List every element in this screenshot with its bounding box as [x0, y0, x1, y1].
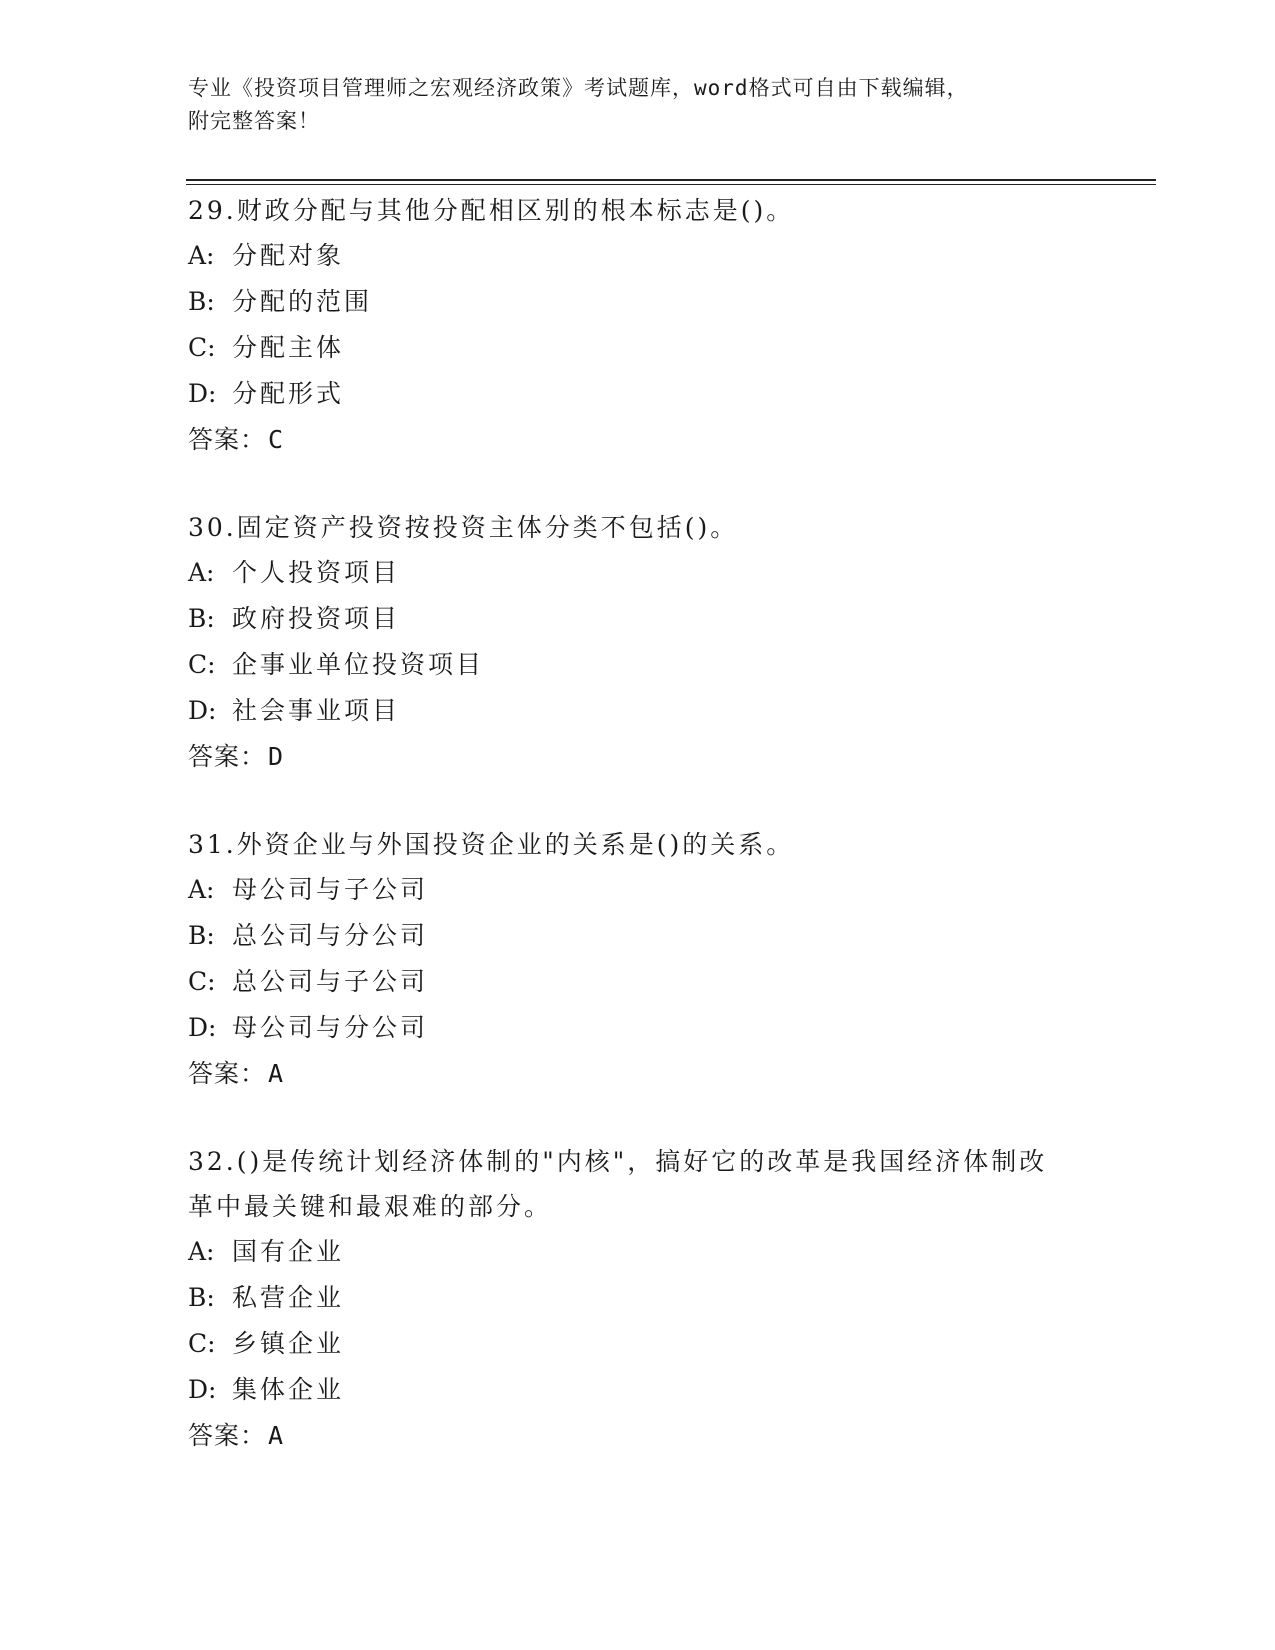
answer-label: 答案：: [188, 742, 267, 771]
question-30: [188, 505, 1088, 780]
option-text: 母公司与子公司: [232, 875, 429, 904]
answer-line: [188, 1051, 1088, 1097]
question-stem: 31.外资企业与外国投资企业的关系是()的关系。: [188, 830, 795, 859]
question-32: [188, 1139, 1088, 1459]
option-d: [188, 1005, 1088, 1051]
option-text: 社会事业项目: [232, 696, 401, 725]
answer-value: C: [268, 425, 284, 454]
answer-line: [188, 417, 1088, 463]
question-stem: 32.()是传统计划经济体制的"内核"，搞好它的改革是我国经济体制改革中最关键和最艰难的部分。: [188, 1147, 1048, 1221]
option-key: D:: [188, 1013, 217, 1042]
option-c: [188, 642, 1088, 688]
option-text: 母公司与分公司: [232, 1013, 429, 1042]
option-b: [188, 279, 1088, 325]
option-c: [188, 325, 1088, 371]
option-key: A:: [188, 875, 215, 904]
answer-line: [188, 1413, 1088, 1459]
option-d: [188, 688, 1088, 734]
option-text: 国有企业: [232, 1237, 345, 1266]
option-key: D:: [188, 1375, 217, 1404]
option-b: [188, 913, 1088, 959]
header-line-1: 专业《投资项目管理师之宏观经济政策》考试题库，word格式可自由下载编辑，: [188, 76, 969, 100]
answer-line: [188, 734, 1088, 780]
question-29: [188, 188, 1088, 463]
option-text: 总公司与分公司: [232, 921, 429, 950]
option-text: 私营企业: [232, 1283, 345, 1312]
question-list: [188, 188, 1088, 1501]
option-key: B:: [188, 921, 215, 950]
option-text: 分配的范围: [232, 287, 373, 316]
option-text: 分配对象: [232, 241, 345, 270]
answer-value: A: [268, 1421, 284, 1450]
option-text: 个人投资项目: [232, 558, 401, 587]
option-b: [188, 1275, 1088, 1321]
question-stem: 29.财政分配与其他分配相区别的根本标志是()。: [188, 196, 795, 225]
option-key: C:: [188, 650, 216, 679]
option-text: 乡镇企业: [232, 1329, 345, 1358]
document-header: [188, 72, 1088, 138]
option-key: A:: [188, 558, 215, 587]
option-c: [188, 959, 1088, 1005]
option-a: [188, 550, 1088, 596]
header-divider: [186, 179, 1156, 185]
answer-label: 答案：: [188, 1421, 267, 1450]
option-text: 企事业单位投资项目: [232, 650, 485, 679]
option-c: [188, 1321, 1088, 1367]
option-a: [188, 233, 1088, 279]
option-key: B:: [188, 287, 215, 316]
option-text: 分配形式: [232, 379, 345, 408]
option-d: [188, 1367, 1088, 1413]
answer-label: 答案：: [188, 425, 267, 454]
option-d: [188, 371, 1088, 417]
option-key: C:: [188, 967, 216, 996]
option-key: C:: [188, 333, 216, 362]
answer-value: D: [268, 742, 284, 771]
option-key: D:: [188, 379, 217, 408]
option-a: [188, 1229, 1088, 1275]
option-text: 集体企业: [232, 1375, 345, 1404]
option-text: 总公司与子公司: [232, 967, 429, 996]
option-text: 政府投资项目: [232, 604, 401, 633]
option-text: 分配主体: [232, 333, 345, 362]
question-31: [188, 822, 1088, 1097]
option-key: A:: [188, 241, 215, 270]
question-stem: 30.固定资产投资按投资主体分类不包括()。: [188, 513, 739, 542]
option-key: A:: [188, 1237, 215, 1266]
answer-value: A: [268, 1059, 284, 1088]
option-key: B:: [188, 1283, 215, 1312]
answer-label: 答案：: [188, 1059, 267, 1088]
option-b: [188, 596, 1088, 642]
header-line-2: 附完整答案！: [188, 109, 320, 133]
option-key: D:: [188, 696, 217, 725]
option-key: C:: [188, 1329, 216, 1358]
option-a: [188, 867, 1088, 913]
option-key: B:: [188, 604, 215, 633]
